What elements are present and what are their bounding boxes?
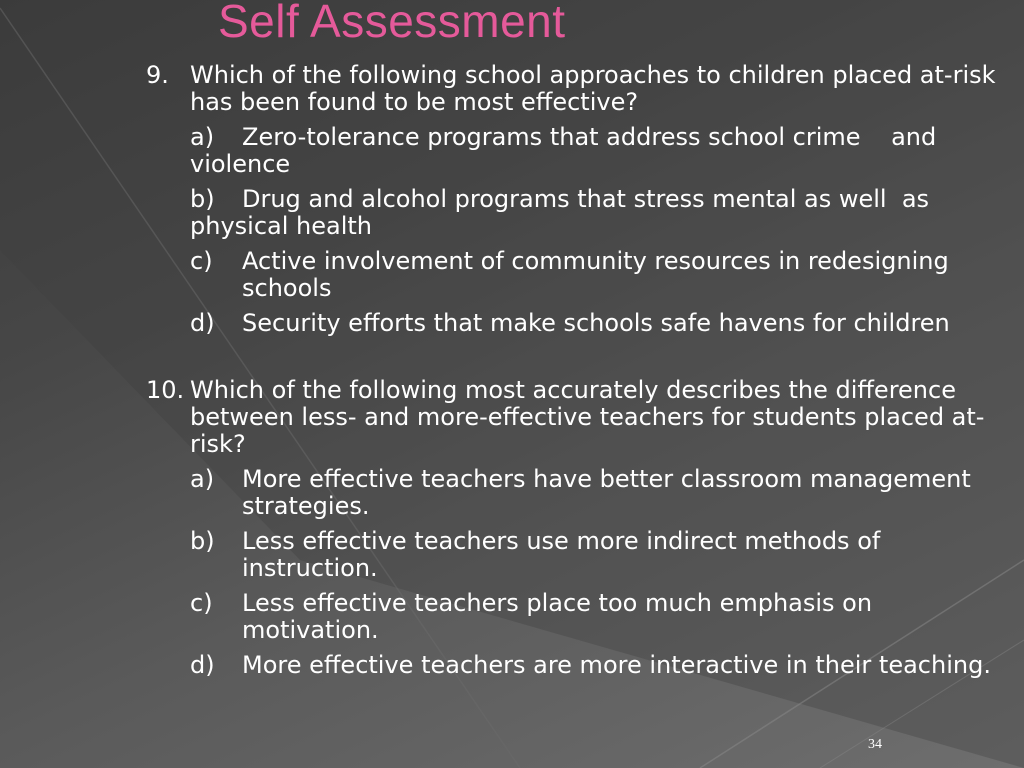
option-text: More effective teachers are more interactive in their teaching. (242, 651, 991, 679)
option-c (190, 590, 1016, 644)
option-text: Less effective teachers use more indirect methods of instruction. (242, 527, 881, 582)
question-text: Which of the following most accurately describes the difference between less- and more-effective teachers for students placed at-risk? (190, 376, 985, 458)
option-letter: a) (190, 123, 215, 151)
question-10 (146, 377, 1016, 679)
option-text: Less effective teachers place too much emphasis on motivation. (242, 589, 873, 644)
option-b (190, 186, 1016, 240)
option-letter: d) (190, 651, 215, 679)
question-text: Which of the following school approaches to children placed at-risk has been found to be most effective? (190, 61, 996, 116)
question-number: 10. (146, 376, 185, 404)
option-d (190, 310, 1016, 337)
slide-title: Self Assessment (218, 0, 566, 47)
option-b (190, 528, 1016, 582)
question-9 (146, 62, 1016, 337)
option-text: More effective teachers have better classroom management strategies. (242, 465, 971, 520)
option-letter: b) (190, 185, 215, 213)
question-list (146, 62, 1016, 679)
option-letter: c) (190, 247, 213, 275)
question-number: 9. (146, 61, 169, 89)
option-c (190, 248, 1016, 302)
option-a (190, 124, 1016, 178)
option-text: Zero-tolerance programs that address school crime and violence (190, 123, 944, 178)
option-text: Security efforts that make schools safe havens for children (242, 309, 950, 337)
option-letter: b) (190, 527, 215, 555)
option-d (190, 652, 1016, 679)
option-text: Drug and alcohol programs that stress mental as well as physical health (190, 185, 937, 240)
option-letter: c) (190, 589, 213, 617)
option-a (190, 466, 1016, 520)
page-number: 34 (868, 737, 882, 752)
option-letter: d) (190, 309, 215, 337)
option-letter: a) (190, 465, 215, 493)
option-text: Active involvement of community resources in redesigning schools (242, 247, 949, 302)
